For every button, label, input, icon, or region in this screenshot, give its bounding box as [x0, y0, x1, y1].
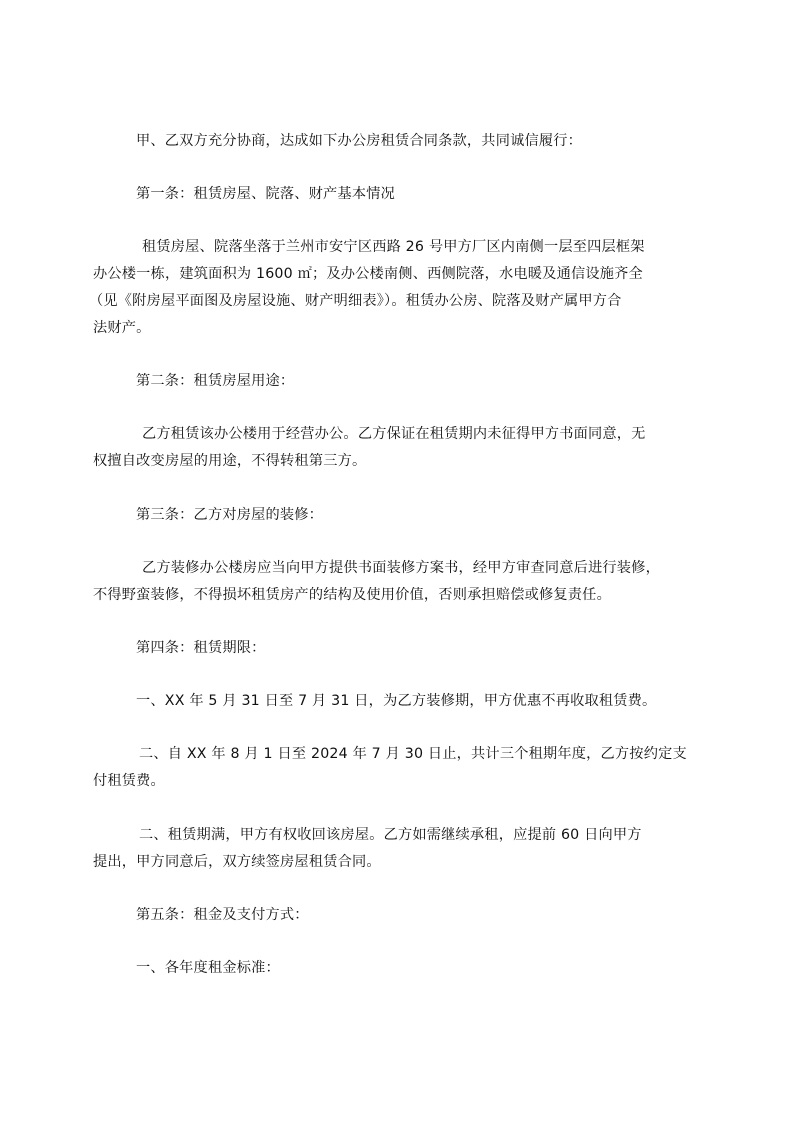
article-5-heading: 第五条：租金及支付方式： [136, 907, 309, 923]
article-4-item-1: 一、XX 年 5 月 31 日至 7 月 31 日，为乙方装修期，甲方优惠不再收取租赁费。 [136, 693, 657, 709]
article-5-item-1: 一、各年度租金标准： [136, 960, 280, 976]
article-4-item-2-line-1: 二、自 XX 年 8 月 1 日至 2024 年 7 月 30 日止，共计三个租期年度，乙方按约定支 [139, 746, 687, 762]
intro-paragraph: 甲、乙双方充分协商，达成如下办公房租赁合同条款，共同诚信履行： [136, 133, 583, 149]
article-1-line-1: 租赁房屋、院落坐落于兰州市安宁区西路 26 号甲方厂区内南侧一层至四层框架 [142, 239, 645, 255]
article-1-heading: 第一条：租赁房屋、院落、财产基本情况 [136, 186, 395, 202]
article-1-line-4: 法财产。 [93, 320, 151, 336]
article-4-heading: 第四条：租赁期限： [136, 640, 266, 656]
article-3-line-1: 乙方装修办公楼房应当向甲方提供书面装修方案书，经甲方审查同意后进行装修， [142, 560, 660, 576]
article-4-item-3-line-2: 提出，甲方同意后，双方续签房屋租赁合同。 [93, 854, 381, 870]
article-2-line-2: 权擅自改变房屋的用途，不得转租第三方。 [93, 453, 367, 469]
article-3-line-2: 不得野蛮装修，不得损坏租赁房产的结构及使用价值，否则承担赔偿或修复责任。 [93, 587, 611, 603]
article-1-line-2: 办公楼一栋，建筑面积为 1600 ㎡；及办公楼南侧、西侧院落，水电暖及通信设施齐全 [93, 266, 643, 282]
article-3-heading: 第三条：乙方对房屋的装修： [136, 507, 324, 523]
article-4-item-3-line-1: 二、租赁期满，甲方有权收回该房屋。乙方如需继续承租，应提前 60 日向甲方 [139, 827, 642, 843]
article-4-item-2-line-2: 付租赁费。 [93, 773, 165, 789]
article-1-line-3: （见《附房屋平面图及房屋设施、财产明细表》）。租赁办公房、院落及财产属甲方合 [89, 293, 622, 309]
article-2-line-1: 乙方租赁该办公楼用于经营办公。乙方保证在租赁期内未征得甲方书面同意，无 [142, 426, 646, 442]
article-2-heading: 第二条：租赁房屋用途： [136, 373, 295, 389]
